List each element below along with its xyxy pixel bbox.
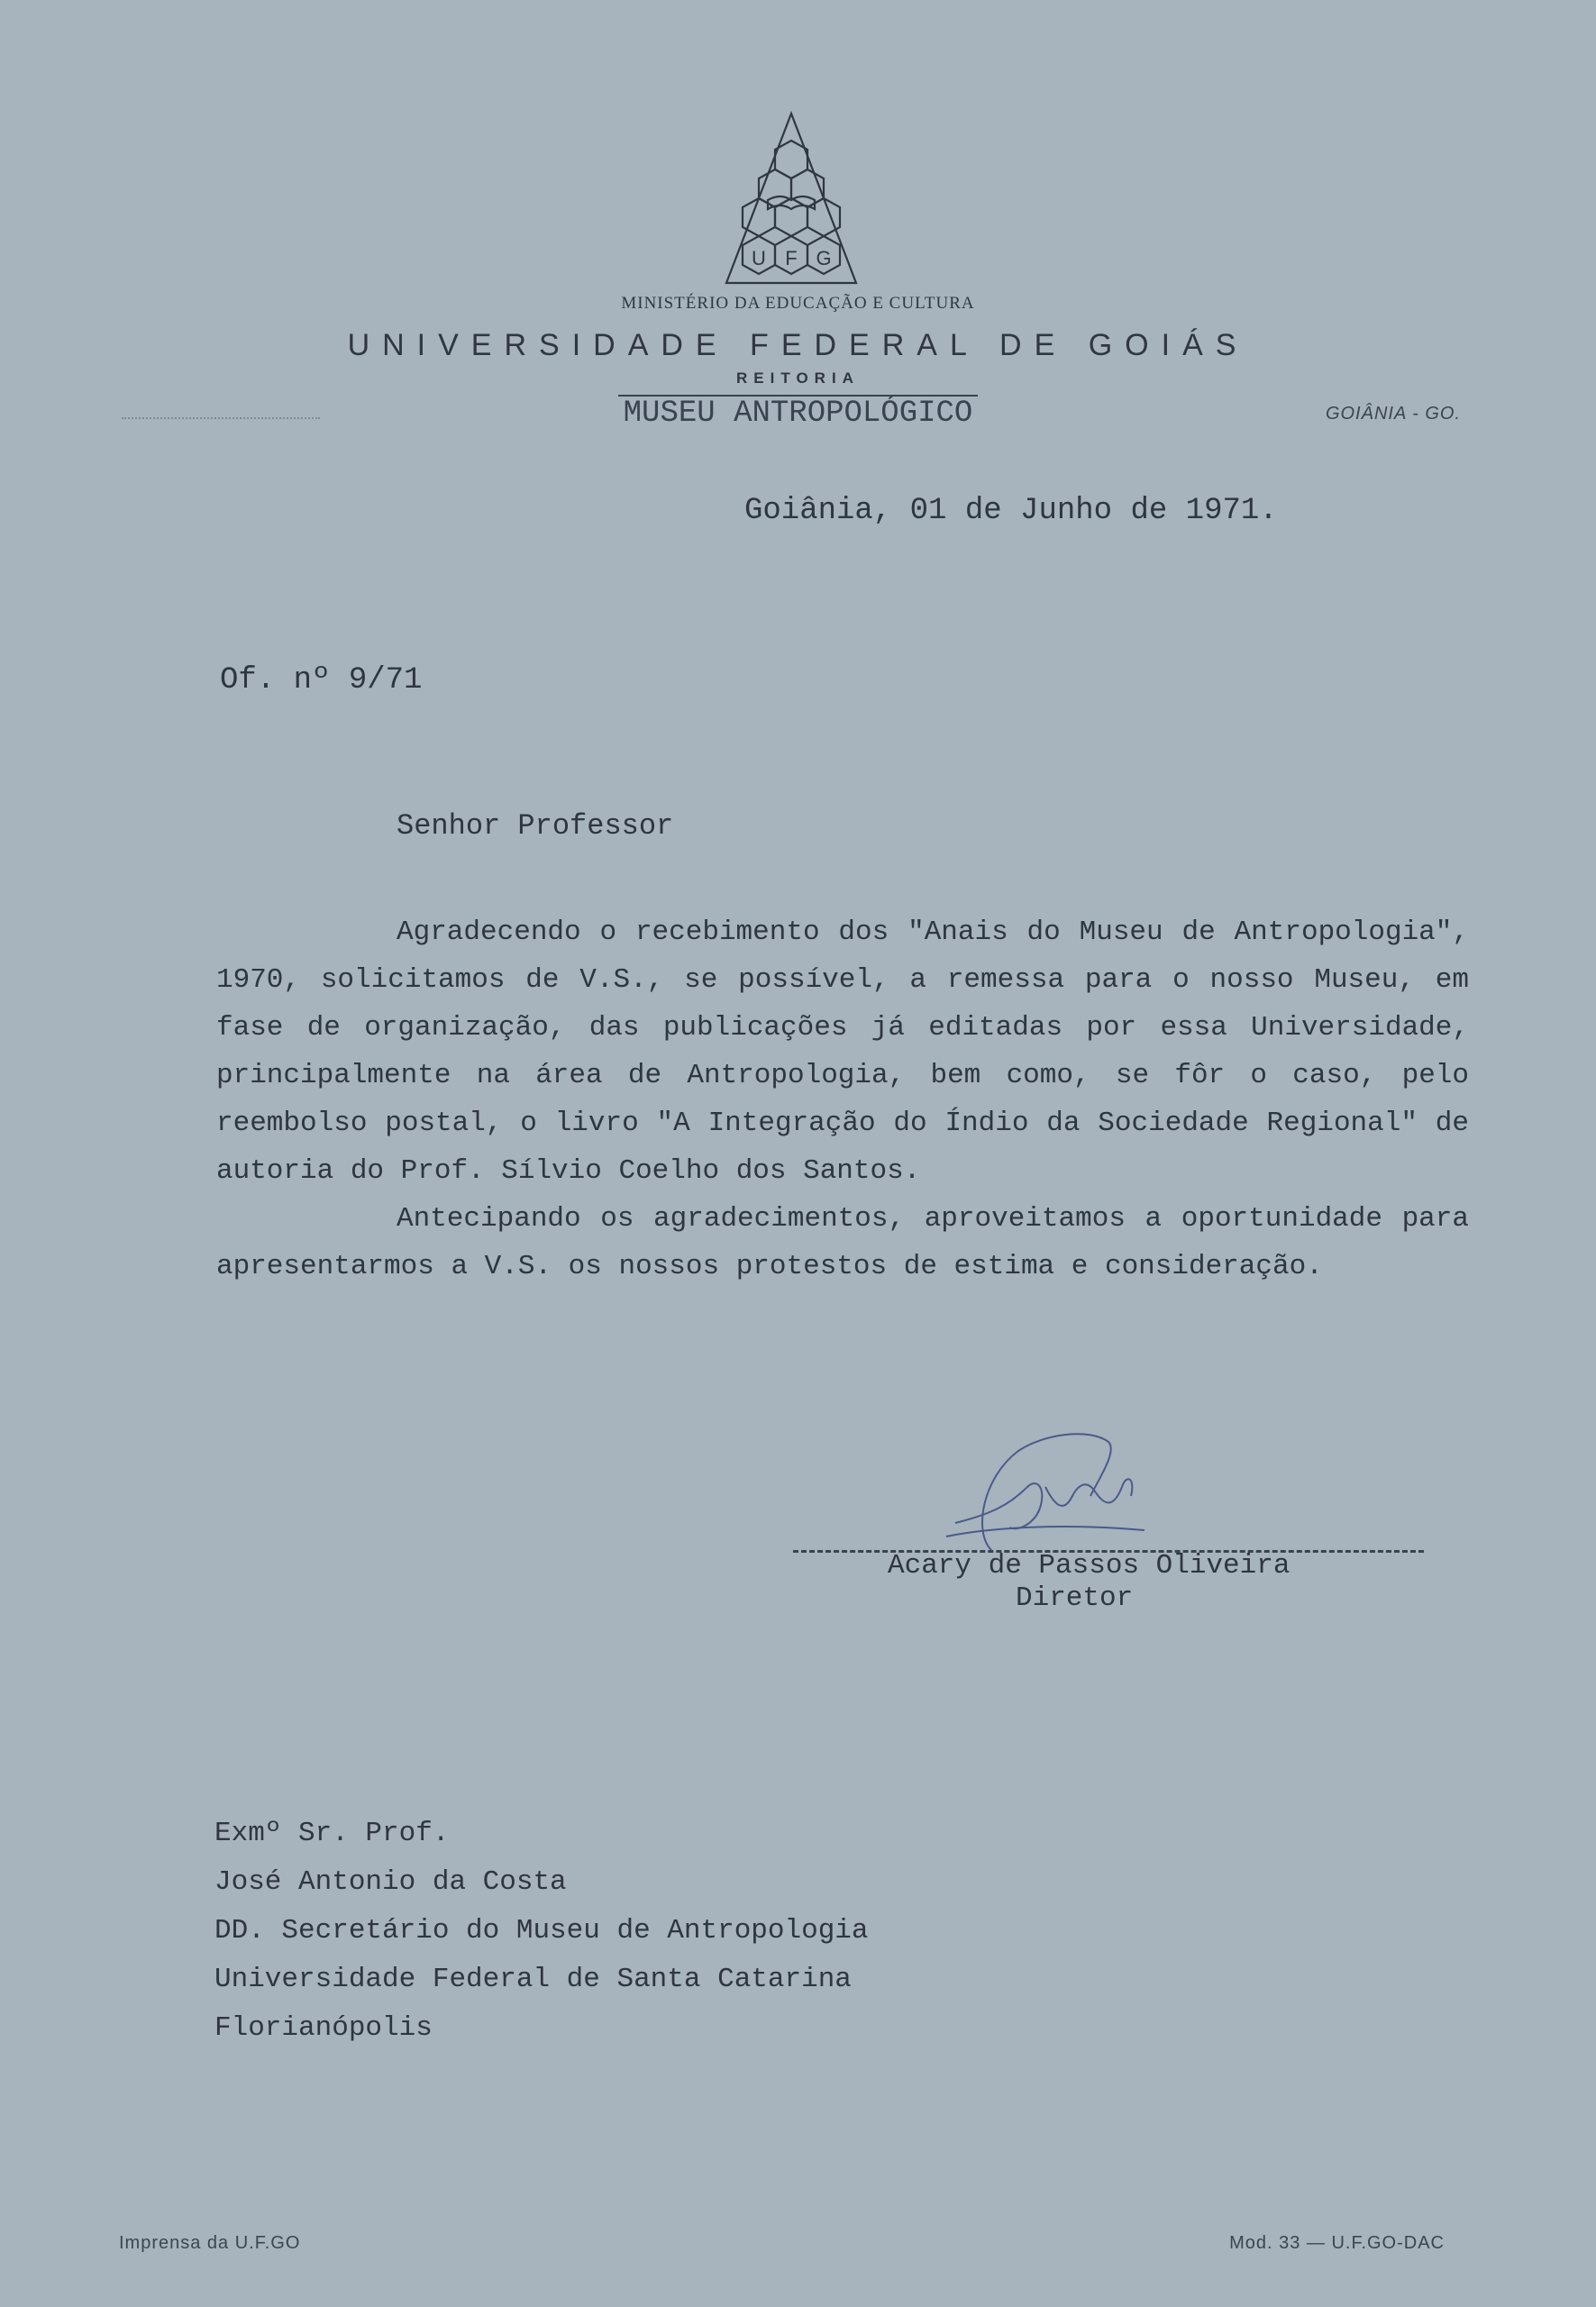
- addressee-line: DD. Secretário do Museu de Antropologia: [214, 1915, 869, 1947]
- logo-letter-f: F: [785, 247, 798, 269]
- university-name: UNIVERSIDADE FEDERAL DE GOIÁS: [347, 328, 1249, 362]
- body-paragraph-1: Agradecendo o recebimento dos "Anais do Museu de Antropologia", 1970, solicitamos de V.S., se possível, a remessa para o nosso Museu, em fase de organização, das publicações já editadas por essa Universidade, principalmente na área de Antropologia, bem como, se fôr o caso, pelo reembolso postal, o livro "A Integração do Índio da Sociedade Regional" de autoria do Prof. Sílvio Coelho dos Santos.: [216, 916, 1469, 1187]
- logo-letter-g: G: [816, 247, 832, 269]
- addressee-line: José Antonio da Costa: [214, 1866, 567, 1898]
- footer-printer: Imprensa da U.F.GO: [119, 2233, 301, 2253]
- ministry-name: MINISTÉRIO DA EDUCAÇÃO E CULTURA: [621, 294, 975, 313]
- signatory-name: Acary de Passos Oliveira: [888, 1550, 1290, 1582]
- office-name: REITORIA: [736, 369, 860, 387]
- signatory-title: Diretor: [1016, 1582, 1134, 1614]
- logo-letter-u: U: [752, 247, 766, 269]
- letter-reference: Of. nº 9/71: [220, 663, 423, 698]
- department-label: MUSEU ANTROPOLÓGICO: [618, 395, 979, 431]
- handwritten-signature: [937, 1424, 1154, 1559]
- addressee-block: [214, 1810, 869, 2053]
- ufg-logo: [721, 110, 862, 288]
- letter-salutation: Senhor Professor: [397, 809, 674, 843]
- dotted-rule: [122, 417, 320, 419]
- footer-form-code: Mod. 33 — U.F.GO-DAC: [1229, 2233, 1445, 2253]
- letter-body: [216, 908, 1469, 1290]
- letter-date: Goiânia, 01 de Junho de 1971.: [744, 494, 1278, 528]
- body-paragraph-2: Antecipando os agradecimentos, aproveitamos a oportunidade para apresentarmos a V.S. os nossos protestos de estima e consideração.: [216, 1203, 1469, 1282]
- letterhead-city: GOIÂNIA - GO.: [1325, 404, 1461, 424]
- addressee-line: Exmº Sr. Prof.: [214, 1818, 450, 1849]
- addressee-line: Florianópolis: [214, 2012, 433, 2044]
- addressee-line: Universidade Federal de Santa Catarina: [214, 1964, 852, 1995]
